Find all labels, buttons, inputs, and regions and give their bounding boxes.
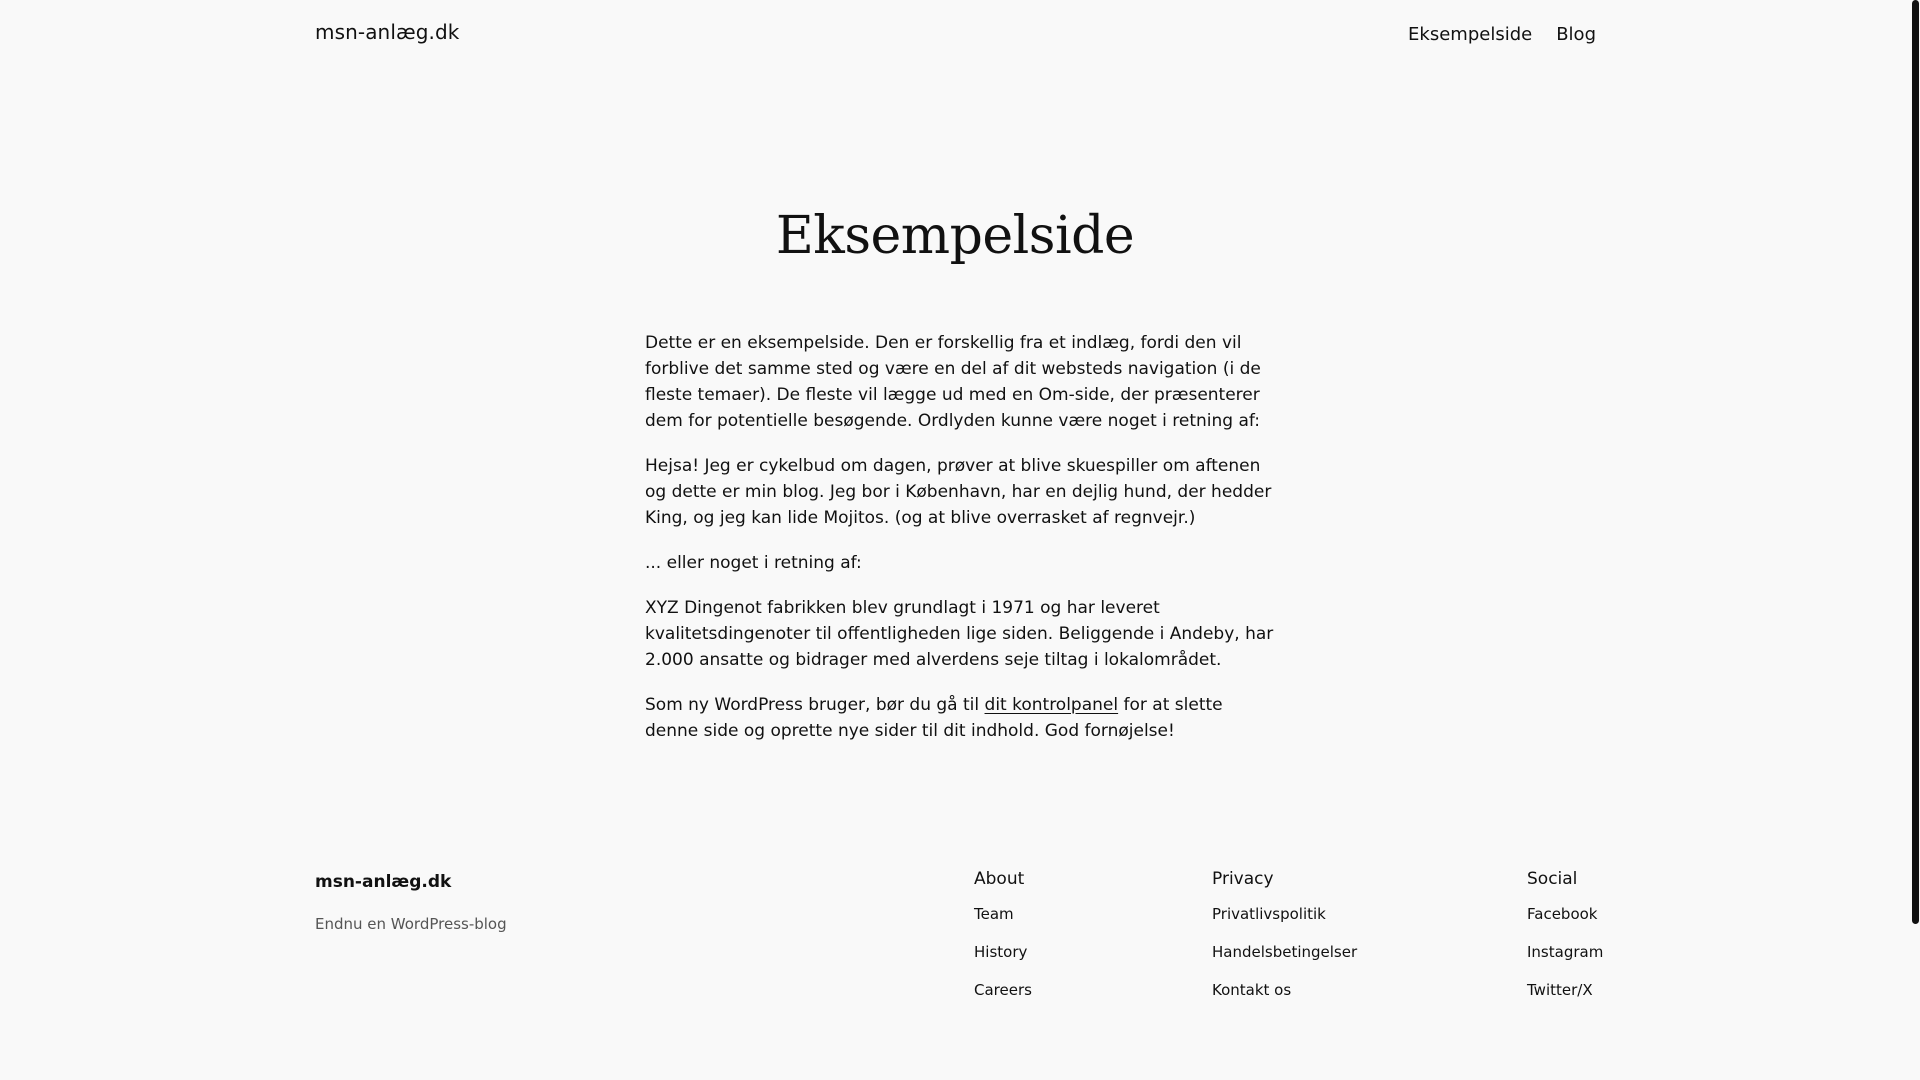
page-title: Eksempelside bbox=[775, 206, 1135, 266]
footer-link-twitter[interactable]: Twitter/X bbox=[1527, 981, 1593, 999]
list-item bbox=[1212, 981, 1357, 1000]
paragraph: XYZ Dingenot fabrikken blev grundlagt i 1971 og har leveret kvalitetsdingenoter til offentligheden lige siden. Beliggende i Andeby, har 2.000 ansatte og bidrager med alverdens seje tiltag i lokalområdet. bbox=[645, 598, 1274, 670]
dashboard-link[interactable]: dit kontrolpanel bbox=[984, 695, 1119, 715]
footer-column-heading: Social bbox=[1527, 869, 1578, 889]
footer-link-instagram[interactable]: Instagram bbox=[1527, 943, 1604, 961]
primary-navigation bbox=[1408, 24, 1596, 45]
footer-link-list bbox=[974, 905, 1032, 1000]
footer-column-privacy bbox=[1212, 869, 1357, 1019]
footer-link-careers[interactable]: Careers bbox=[974, 981, 1032, 999]
list-item bbox=[1527, 943, 1603, 962]
footer-link-history[interactable]: History bbox=[974, 943, 1028, 961]
paragraph: ... eller noget i retning af: bbox=[645, 553, 862, 573]
footer-link-contact[interactable]: Kontakt os bbox=[1212, 981, 1292, 999]
paragraph: Dette er en eksempelside. Den er forskellig fra et indlæg, fordi den vil forblive det samme sted og være en del af dit websteds navigation (i de fleste temaer). De fleste vil lægge ud med en Om-side, der præsenterer dem for potentielle besøgende. Ordlyden kunne være noget i retning af: bbox=[645, 333, 1261, 431]
site-title-link[interactable]: msn-anlæg.dk bbox=[315, 20, 460, 44]
footer-column-social bbox=[1527, 869, 1603, 1019]
list-item bbox=[1212, 905, 1357, 924]
footer-tagline: Endnu en WordPress-blog bbox=[315, 915, 507, 933]
footer-link-privacy-policy[interactable]: Privatlivspolitik bbox=[1212, 905, 1326, 923]
footer-column-heading: Privacy bbox=[1212, 869, 1274, 889]
footer-link-list bbox=[1527, 905, 1603, 1000]
paragraph-text-before: Som ny WordPress bruger, bør du gå til bbox=[645, 695, 985, 715]
nav-item-eksempelside[interactable]: Eksempelside bbox=[1408, 24, 1533, 45]
paragraph-with-link bbox=[645, 692, 1275, 744]
footer-column-about bbox=[974, 869, 1032, 1019]
list-item bbox=[1212, 943, 1357, 962]
list-item bbox=[1527, 905, 1603, 924]
list-item bbox=[1527, 981, 1603, 1000]
footer-link-terms[interactable]: Handelsbetingelser bbox=[1212, 943, 1358, 961]
page-body bbox=[645, 330, 1275, 763]
footer-link-team[interactable]: Team bbox=[974, 905, 1014, 923]
list-item bbox=[974, 905, 1032, 924]
footer-site-title-link[interactable]: msn-anlæg.dk bbox=[315, 872, 452, 892]
paragraph: Hejsa! Jeg er cykelbud om dagen, prøver at blive skuespiller om aftenen og dette er min blog. Jeg bor i København, har en dejlig hund, der hedder King, og jeg kan lide Mojitos. (og at blive overrasket af regnvejr.) bbox=[645, 456, 1272, 528]
vertical-scrollbar[interactable] bbox=[1910, 0, 1920, 1080]
list-item bbox=[974, 943, 1032, 962]
list-item bbox=[974, 981, 1032, 1000]
footer-link-facebook[interactable]: Facebook bbox=[1527, 905, 1598, 923]
paragraph-text-after: for at slette denne side og oprette nye sider til dit indhold. God fornøjelse! bbox=[645, 695, 1223, 741]
scrollbar-thumb[interactable] bbox=[1912, 0, 1919, 924]
nav-item-blog[interactable]: Blog bbox=[1556, 24, 1596, 45]
footer-link-list bbox=[1212, 905, 1357, 1000]
footer-column-heading: About bbox=[974, 869, 1025, 889]
